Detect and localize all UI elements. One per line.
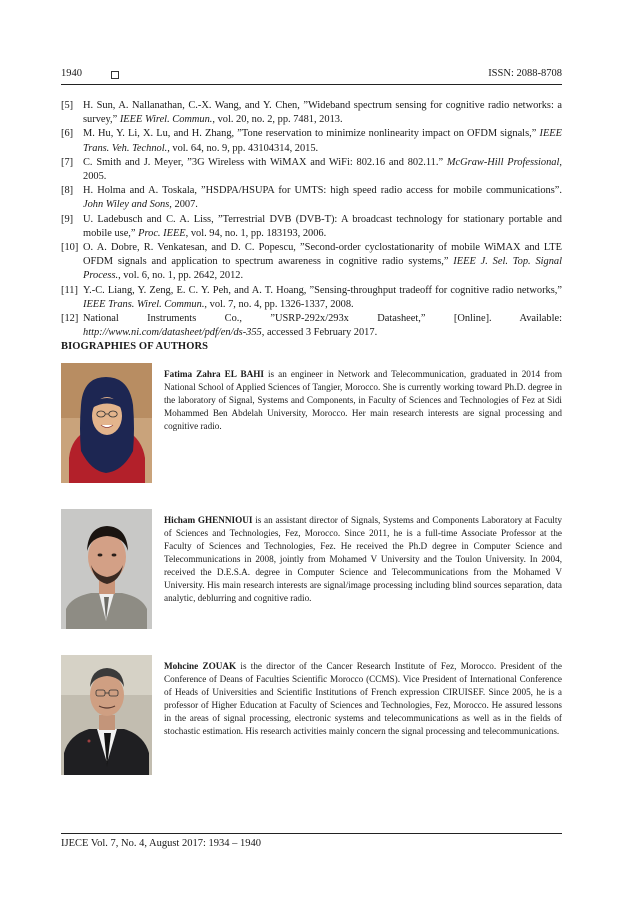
- running-header: [61, 68, 562, 84]
- reference-item: [61, 213, 562, 241]
- bio-description: is an engineer in Network and Telecommunication, graduated in 2014 from National School of Applied Sciences of Tangier, Morocco. She is currently working toward Ph.D. degree in the laboratory of Signal, Systems and Components, in Faculty of Sciences and Technologies of Fez at Sidi Mohammed Ben Abdelah University, Morocco. Her main research interests are signal processing and cognitive radio.: [164, 369, 562, 431]
- reference-text: C. Smith and J. Meyer, ”3G Wireless with WiMAX and WiFi: 802.16 and 802.11.”: [83, 156, 447, 168]
- reference-details: , vol. 64, no. 9, pp. 43104314, 2015.: [167, 142, 319, 154]
- reference-number: [11]: [61, 284, 78, 296]
- reference-details: , accessed 3 February 2017.: [261, 327, 378, 339]
- bio-text: [164, 660, 562, 738]
- reference-number: [12]: [61, 313, 79, 325]
- reference-details: , 2005.: [83, 156, 563, 183]
- reference-number: [7]: [61, 156, 74, 168]
- reference-details: , vol. 94, no. 1, pp. 183193, 2006.: [185, 227, 327, 239]
- section-heading: BIOGRAPHIES OF AUTHORS: [61, 341, 209, 352]
- bio-description: is an assistant director of Signals, Systems and Components Laboratory at Faculty of Sciences and Technologies, Fez, Morocco. Since 2011, he is a full-time Associate Professor at the Faculty of Sciences and Technologies, Fez. He received the Ph.D degree in Computer Science and Telecommunications in 2008, jointly from Mohamed V University and the Toulon University. In 2004, received the D.E.S.A. degree in Computer Science and Telecommunications from the Mohamed V University. His main research interests are signal/image processing including blind sources separation, data analytic, deblurring and cognitive radio.: [164, 515, 562, 603]
- reference-number: [9]: [61, 213, 74, 225]
- bio-text: [164, 514, 562, 605]
- author-photo: [61, 509, 152, 629]
- reference-item: [61, 284, 562, 312]
- header-rule: [61, 84, 562, 85]
- bio-text: [164, 368, 562, 433]
- reference-number: [10]: [61, 242, 79, 254]
- reference-venue: John Wiley and Sons: [83, 199, 170, 211]
- reference-text: H. Holma and A. Toskala, ”HSDPA/HSUPA for UMTS: high speed radio access for mobile communications”.: [83, 185, 562, 197]
- reference-text: Y.-C. Liang, Y. Zeng, E. C. Y. Peh, and A. T. Hoang, ”Sensing-throughput tradeoff for cognitive radio networks,”: [83, 284, 562, 296]
- reference-number: [5]: [61, 100, 74, 111]
- square-icon: [111, 71, 119, 79]
- author-name: Hicham GHENNIOUI: [164, 515, 253, 525]
- reference-text: U. Ladebusch and C. A. Liss, ”Terrestrial DVB (DVB-T): A broadcast technology for stationary portable and mobile use,”: [83, 213, 562, 239]
- reference-item: [61, 99, 562, 127]
- reference-venue: IEEE Wirel. Commun.: [119, 114, 213, 126]
- reference-item: [61, 127, 562, 155]
- author-name: Fatima Zahra EL BAHI: [164, 369, 264, 379]
- reference-number: [8]: [61, 185, 74, 197]
- reference-venue: IEEE Trans. Veh. Technol.: [83, 128, 562, 154]
- reference-text: O. A. Dobre, R. Venkatesan, and D. C. Popescu, ”Second-order cyclostationarity of mobile WiMAX and LTE OFDM signals and application to spectrum awareness in cognitive radio systems,”: [83, 242, 562, 268]
- reference-details: , vol. 20, no. 2, pp. 7481, 2013.: [212, 114, 343, 126]
- reference-item: [61, 312, 562, 340]
- reference-details: , 2007.: [169, 199, 198, 211]
- reference-venue: IEEE Trans. Wirel. Commun.: [83, 298, 205, 310]
- reference-number: [6]: [61, 128, 74, 140]
- reference-details: , vol. 7, no. 4, pp. 1326-1337, 2008.: [204, 298, 354, 310]
- reference-details: , vol. 6, no. 1, pp. 2642, 2012.: [118, 270, 244, 282]
- running-footer: IJECE Vol. 7, No. 4, August 2017: 1934 – 1940: [61, 838, 262, 849]
- author-photo: [61, 363, 152, 483]
- reference-text: M. Hu, Y. Li, X. Lu, and H. Zhang, ”Tone reservation to minimize nonlinearity impact on OFDM signals,”: [83, 128, 540, 140]
- reference-item: [61, 156, 562, 184]
- reference-text: H. Sun, A. Nallanathan, C.-X. Wang, and Y. Chen, ”Wideband spectrum sensing for cognitive radio networks: a survey,”: [83, 100, 562, 126]
- reference-venue: IEEE J. Sel. Top. Signal Process.: [83, 256, 562, 282]
- reference-venue: Proc. IEEE: [138, 227, 186, 239]
- reference-list: [61, 99, 562, 340]
- page-number: 1940: [61, 68, 82, 79]
- reference-url[interactable]: http://www.ni.com/datasheet/pdf/en/ds-355: [83, 327, 262, 339]
- reference-text: National Instruments Co., ”USRP-292x/293x Datasheet,” [Online]. Available:: [83, 313, 562, 325]
- footer-rule: [61, 833, 562, 834]
- reference-venue: McGraw-Hill Professional: [446, 156, 560, 168]
- author-photo: [61, 655, 152, 775]
- author-name: Mohcine ZOUAK: [164, 661, 237, 671]
- reference-item: [61, 184, 562, 212]
- reference-item: [61, 241, 562, 284]
- issn: ISSN: 2088-8708: [488, 68, 562, 79]
- bio-description: is the director of the Cancer Research Institute of Fez, Morocco. President of the Conference of Deans of Faculties Scientific Morocco (CCMS). Vice President of International Conference of Heads of Universities and Scientific Institutions of French expression CIRUISEF. Since 2005, he is a professor of Higher Education at Faculty of Sciences and Technologies, Fez, Morocco. He assured lessons in the areas of signal processing, electronic systems and telecommunications as well as in the fields of stochastic estimation. His research activities mainly concern the signal processing and telecommunications.: [164, 661, 562, 736]
